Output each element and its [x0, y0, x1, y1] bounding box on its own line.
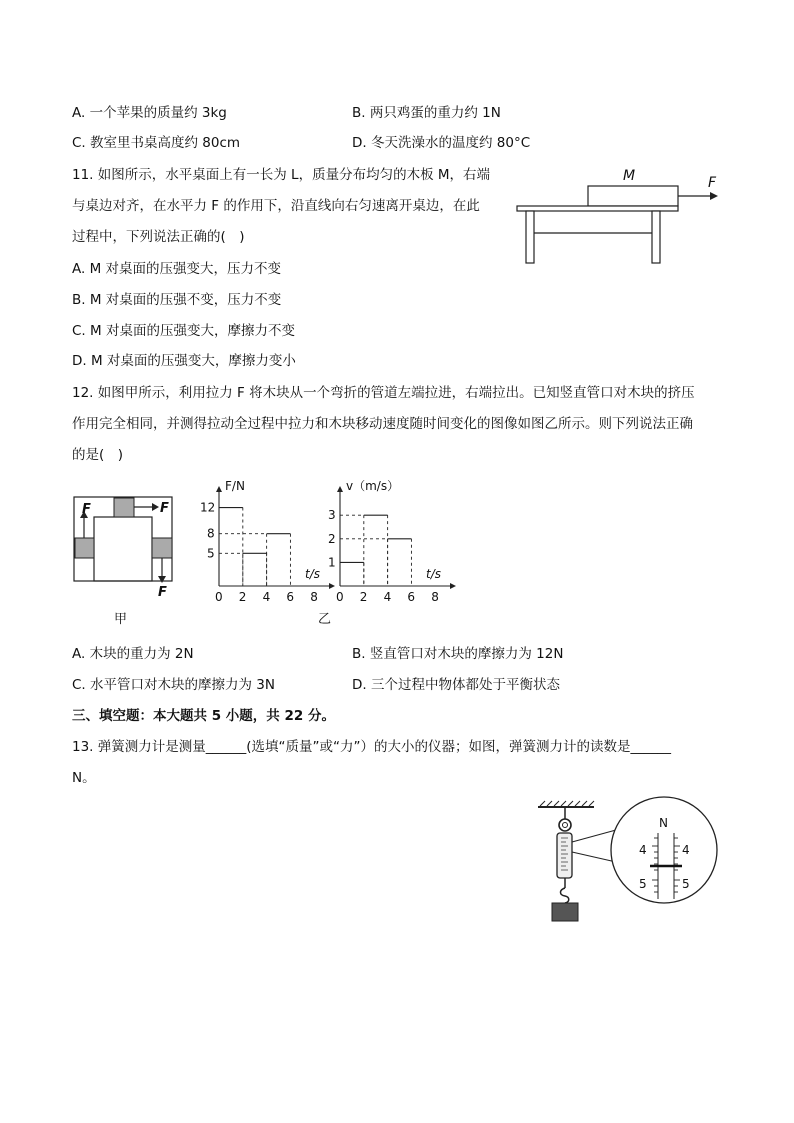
- q12-stem-line2: 作用完全相同，并测得拉动全过程中拉力和木块移动速度随时间变化的图像如图乙所示。则下列说法正确: [72, 416, 693, 432]
- pipe-inner: [94, 517, 152, 581]
- q13-stem-line1: 13. 弹簧测力计是测量______(选填“质量”或“力”）的大小的仪器；如图，弹簧测力计的读数是______: [72, 739, 672, 755]
- v-y-axis-arrow: [337, 486, 343, 492]
- zoom-line-bottom: [572, 852, 616, 862]
- q13-spring-scale-figure: [530, 800, 725, 925]
- zoom-tick-5-left: 5: [639, 877, 647, 891]
- f-x-tick-label: 8: [310, 590, 318, 604]
- v-ylabel: v（m/s）: [346, 479, 400, 493]
- q10-option-d: D. 冬天洗澡水的温度约 80°C: [352, 135, 531, 151]
- caption-jia: 甲: [114, 612, 128, 627]
- zoom-unit: N: [659, 816, 668, 830]
- q11-stem-line1: 11. 如图所示，水平桌面上有一长为 L，质量分布均匀的木板 M，右端: [72, 167, 491, 183]
- f-y-tick-label: 12: [200, 500, 216, 515]
- v-x-tick-label: 6: [407, 590, 416, 604]
- caption-yi: 乙: [318, 612, 332, 627]
- v-y-tick-label: 2: [328, 531, 336, 546]
- force-label-top: F: [160, 501, 169, 516]
- v-y-tick-label: 1: [328, 555, 336, 570]
- q10-option-b: B. 两只鸡蛋的重力约 1N: [352, 105, 501, 121]
- v-xlabel: t/s: [426, 567, 441, 581]
- q10-option-a: A. 一个苹果的质量约 3kg: [72, 105, 227, 121]
- zoom-circle: [611, 797, 717, 903]
- q12-graphs: [195, 478, 460, 628]
- f-x-tick-label: 2: [238, 590, 247, 604]
- q12-option-b: B. 竖直管口对木块的摩擦力为 12N: [352, 646, 564, 662]
- q11-stem-line3: 过程中，下列说法正确的( ): [72, 229, 245, 245]
- table-leg-right: [652, 211, 660, 263]
- force-arrowhead: [710, 192, 718, 200]
- q11-option-d: D. M 对桌面的压强变大，摩擦力变小: [72, 353, 296, 369]
- force-label-left: F: [82, 502, 91, 517]
- v-x-tick-label: 4: [383, 590, 392, 604]
- table-leg-left: [526, 211, 534, 263]
- q12-option-a: A. 木块的重力为 2N: [72, 646, 194, 662]
- q11-option-b: B. M 对桌面的压强不变，压力不变: [72, 292, 282, 308]
- zoom-tick-5-right: 5: [682, 877, 690, 891]
- block-top: [114, 498, 134, 517]
- force-label: F: [708, 175, 717, 191]
- q11-option-c: C. M 对桌面的压强变大，摩擦力不变: [72, 323, 295, 339]
- q11-option-a: A. M 对桌面的压强变大，压力不变: [72, 261, 282, 277]
- q10-option-c: C. 教室里书桌高度约 80cm: [72, 135, 241, 151]
- scale-hook: [561, 888, 569, 903]
- zoom-tick-4-left: 4: [639, 843, 647, 857]
- v-x-tick-label: 2: [359, 590, 368, 604]
- v-y-tick-label: 3: [328, 508, 336, 523]
- f-y-tick-label: 8: [207, 526, 215, 541]
- arrowhead-top-right: [152, 503, 159, 511]
- q12-pipe-figure: [70, 490, 185, 630]
- zoom-line-top: [572, 830, 616, 842]
- f-y-tick-label: 5: [207, 546, 215, 561]
- section-3-heading: 三、填空题：本大题共 5 小题，共 22 分。: [72, 708, 335, 724]
- q11-table-figure: [510, 165, 740, 270]
- f-x-axis-arrow: [329, 583, 335, 589]
- v-x-tick-label: 0: [336, 590, 344, 604]
- v-x-axis-arrow: [450, 583, 456, 589]
- block-left: [75, 538, 94, 558]
- scale-ring: [559, 819, 571, 831]
- f-x-tick-label: 4: [262, 590, 271, 604]
- block-right: [152, 538, 172, 558]
- f-xlabel: t/s: [305, 567, 320, 581]
- f-x-tick-label: 6: [286, 590, 295, 604]
- zoom-tick-4-right: 4: [682, 843, 690, 857]
- f-ylabel: F/N: [225, 479, 245, 493]
- v-x-tick-label: 8: [431, 590, 439, 604]
- arrowhead-right-down: [158, 576, 166, 583]
- scale-ring-inner: [563, 823, 568, 828]
- scale-body: [557, 833, 572, 878]
- board-label: M: [623, 168, 636, 184]
- q12-stem-line1: 12. 如图甲所示，利用拉力 F 将木块从一个弯折的管道左端拉进，右端拉出。已知竖直管口对木块的挤压: [72, 385, 695, 401]
- q12-stem-line3: 的是( ): [72, 447, 124, 463]
- q11-stem-line2: 与桌边对齐，在水平力 F 的作用下，沿直线向右匀速离开桌边，在此: [72, 198, 480, 214]
- hanging-weight: [552, 903, 578, 921]
- ceiling-hatch: [540, 801, 594, 806]
- force-label-right: F: [158, 585, 167, 600]
- board-m: [588, 186, 678, 206]
- q12-option-c: C. 水平管口对木块的摩擦力为 3N: [72, 677, 275, 693]
- tabletop: [517, 206, 678, 211]
- q13-stem-line2: N。: [72, 770, 96, 786]
- f-y-axis-arrow: [216, 486, 222, 492]
- q12-option-d: D. 三个过程中物体都处于平衡状态: [352, 677, 560, 693]
- f-x-tick-label: 0: [215, 590, 223, 604]
